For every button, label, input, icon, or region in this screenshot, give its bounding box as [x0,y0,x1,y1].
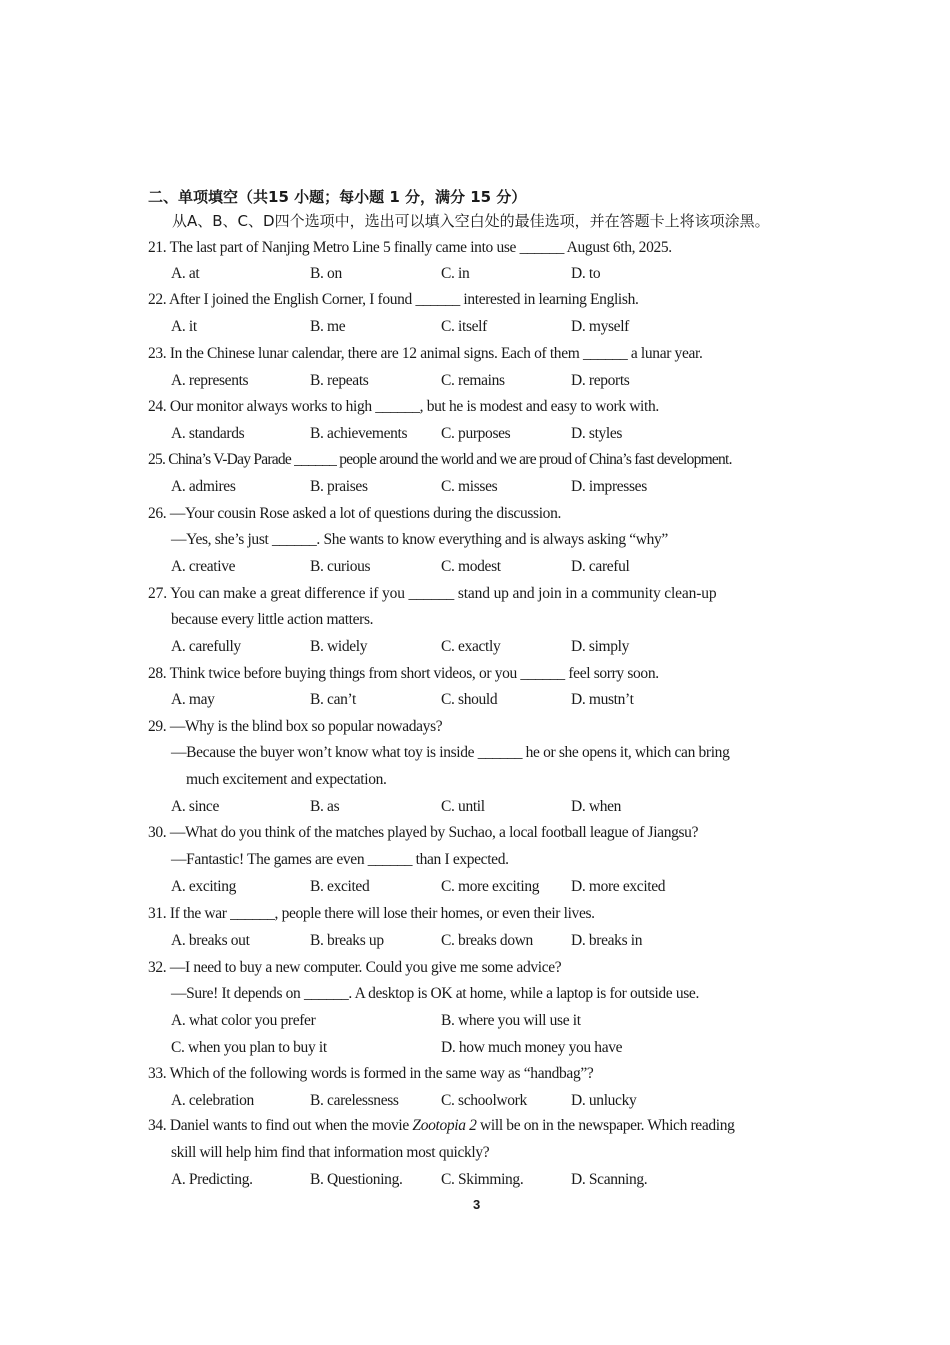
question-24-option-b: B. achievements [310,425,408,442]
question-21-option-b: B. on [310,265,342,282]
question-25-stem: 25. China’s V-Day Parade ______ people around the world and we are proud of China’s fast development. [148,451,732,468]
question-24-option-c: C. purposes [441,425,511,442]
question-28-option-d: D. mustn’t [571,691,634,708]
question-26-option-b: B. curious [310,558,371,575]
question-26-option-a: A. creative [171,558,236,575]
question-34-stem-before: 34. Daniel wants to find out when the movie [148,1117,413,1134]
question-34-option-b: B. Questioning. [310,1171,403,1188]
question-30-line-2: —Fantastic! The games are even ______ than I expected. [171,851,509,868]
question-33-option-c: C. schoolwork [441,1092,527,1109]
question-31-option-d: D. breaks in [571,932,643,949]
question-21-stem: 21. The last part of Nanjing Metro Line 5 finally came into use ______ August 6th, 2025. [148,239,672,256]
question-28-option-c: C. should [441,691,498,708]
question-30-stem: 30. —What do you think of the matches played by Suchao, a local football league of Jiangsu? [148,824,699,841]
question-34-option-c: C. Skimming. [441,1171,524,1188]
question-21-option-c: C. in [441,265,470,282]
question-24-option-a: A. standards [171,425,245,442]
question-31-option-c: C. breaks down [441,932,533,949]
question-26-option-d: D. careful [571,558,630,575]
question-30-option-c: C. more exciting [441,878,540,895]
question-27-option-a: A. carefully [171,638,241,655]
question-30-option-d: D. more excited [571,878,666,895]
question-23-stem: 23. In the Chinese lunar calendar, there are 12 animal signs. Each of them ______ a lunar year. [148,345,703,362]
question-27-option-c: C. exactly [441,638,501,655]
question-28-stem: 28. Think twice before buying things from short videos, or you ______ feel sorry soon. [148,665,659,682]
question-34-line-2: skill will help him find that information most quickly? [171,1144,490,1161]
question-26-option-c: C. modest [441,558,501,575]
question-32-option-a: A. what color you prefer [171,1012,316,1029]
question-29-option-d: D. when [571,798,622,815]
question-33-stem: 33. Which of the following words is formed in the same way as “handbag”? [148,1065,594,1082]
question-32-option-d: D. how much money you have [441,1039,623,1056]
question-22-option-c: C. itself [441,318,487,335]
question-29-line-3: much excitement and expectation. [186,771,387,788]
question-24-option-d: D. styles [571,425,623,442]
question-34-stem-after: will be on in the newspaper. Which reading [476,1117,735,1134]
question-29-line-2: —Because the buyer won’t know what toy is inside ______ he or she opens it, which can bring [171,744,730,761]
question-22-option-a: A. it [171,318,197,335]
question-34-stem [148,1116,735,1136]
question-33-option-d: D. unlucky [571,1092,637,1109]
question-31-option-a: A. breaks out [171,932,250,949]
question-22-stem: 22. After I joined the English Corner, I found ______ interested in learning English. [148,291,639,308]
question-27-stem: 27. You can make a great difference if you ______ stand up and join in a community clean-up [148,585,717,602]
question-25-option-b: B. praises [310,478,368,495]
question-21-option-a: A. at [171,265,200,282]
question-28-option-b: B. can’t [310,691,356,708]
question-23-option-a: A. represents [171,372,249,389]
question-32-line-2: —Sure! It depends on ______. A desktop is OK at home, while a laptop is for outside use. [171,985,699,1002]
question-29-option-c: C. until [441,798,485,815]
section-instruction: 从A、B、C、D四个选项中，选出可以填入空白处的最佳选项，并在答题卡上将该项涂黑。 [172,212,770,230]
question-33-option-b: B. carelessness [310,1092,399,1109]
question-27-line-2: because every little action matters. [171,611,374,628]
question-29-stem: 29. —Why is the blind box so popular nowadays? [148,718,443,735]
question-23-option-d: D. reports [571,372,630,389]
question-27-option-d: D. simply [571,638,629,655]
question-23-option-b: B. repeats [310,372,369,389]
question-34-option-d: D. Scanning. [571,1171,648,1188]
question-32-option-c: C. when you plan to buy it [171,1039,327,1056]
question-29-option-a: A. since [171,798,219,815]
movie-title: Zootopia 2 [412,1117,477,1134]
question-30-option-b: B. excited [310,878,370,895]
question-24-stem: 24. Our monitor always works to high ______, but he is modest and easy to work with. [148,398,659,415]
question-29-option-b: B. as [310,798,340,815]
question-32-stem: 32. —I need to buy a new computer. Could you give me some advice? [148,959,562,976]
question-25-option-c: C. misses [441,478,498,495]
question-32-option-b: B. where you will use it [441,1012,581,1029]
question-25-option-a: A. admires [171,478,236,495]
question-21-option-d: D. to [571,265,601,282]
question-23-option-c: C. remains [441,372,505,389]
question-25-option-d: D. impresses [571,478,647,495]
question-27-option-b: B. widely [310,638,368,655]
question-31-option-b: B. breaks up [310,932,384,949]
section-heading: 二、单项填空（共15 小题；每小题 1 分，满分 15 分） [148,188,527,206]
question-28-option-a: A. may [171,691,215,708]
question-26-stem: 26. —Your cousin Rose asked a lot of questions during the discussion. [148,505,561,522]
question-26-line-2: —Yes, she’s just ______. She wants to know everything and is always asking “why” [171,531,668,548]
question-22-option-b: B. me [310,318,346,335]
question-22-option-d: D. myself [571,318,629,335]
question-31-stem: 31. If the war ______, people there will lose their homes, or even their lives. [148,905,595,922]
page-number: 3 [473,1197,481,1212]
question-30-option-a: A. exciting [171,878,237,895]
question-33-option-a: A. celebration [171,1092,254,1109]
question-34-option-a: A. Predicting. [171,1171,253,1188]
